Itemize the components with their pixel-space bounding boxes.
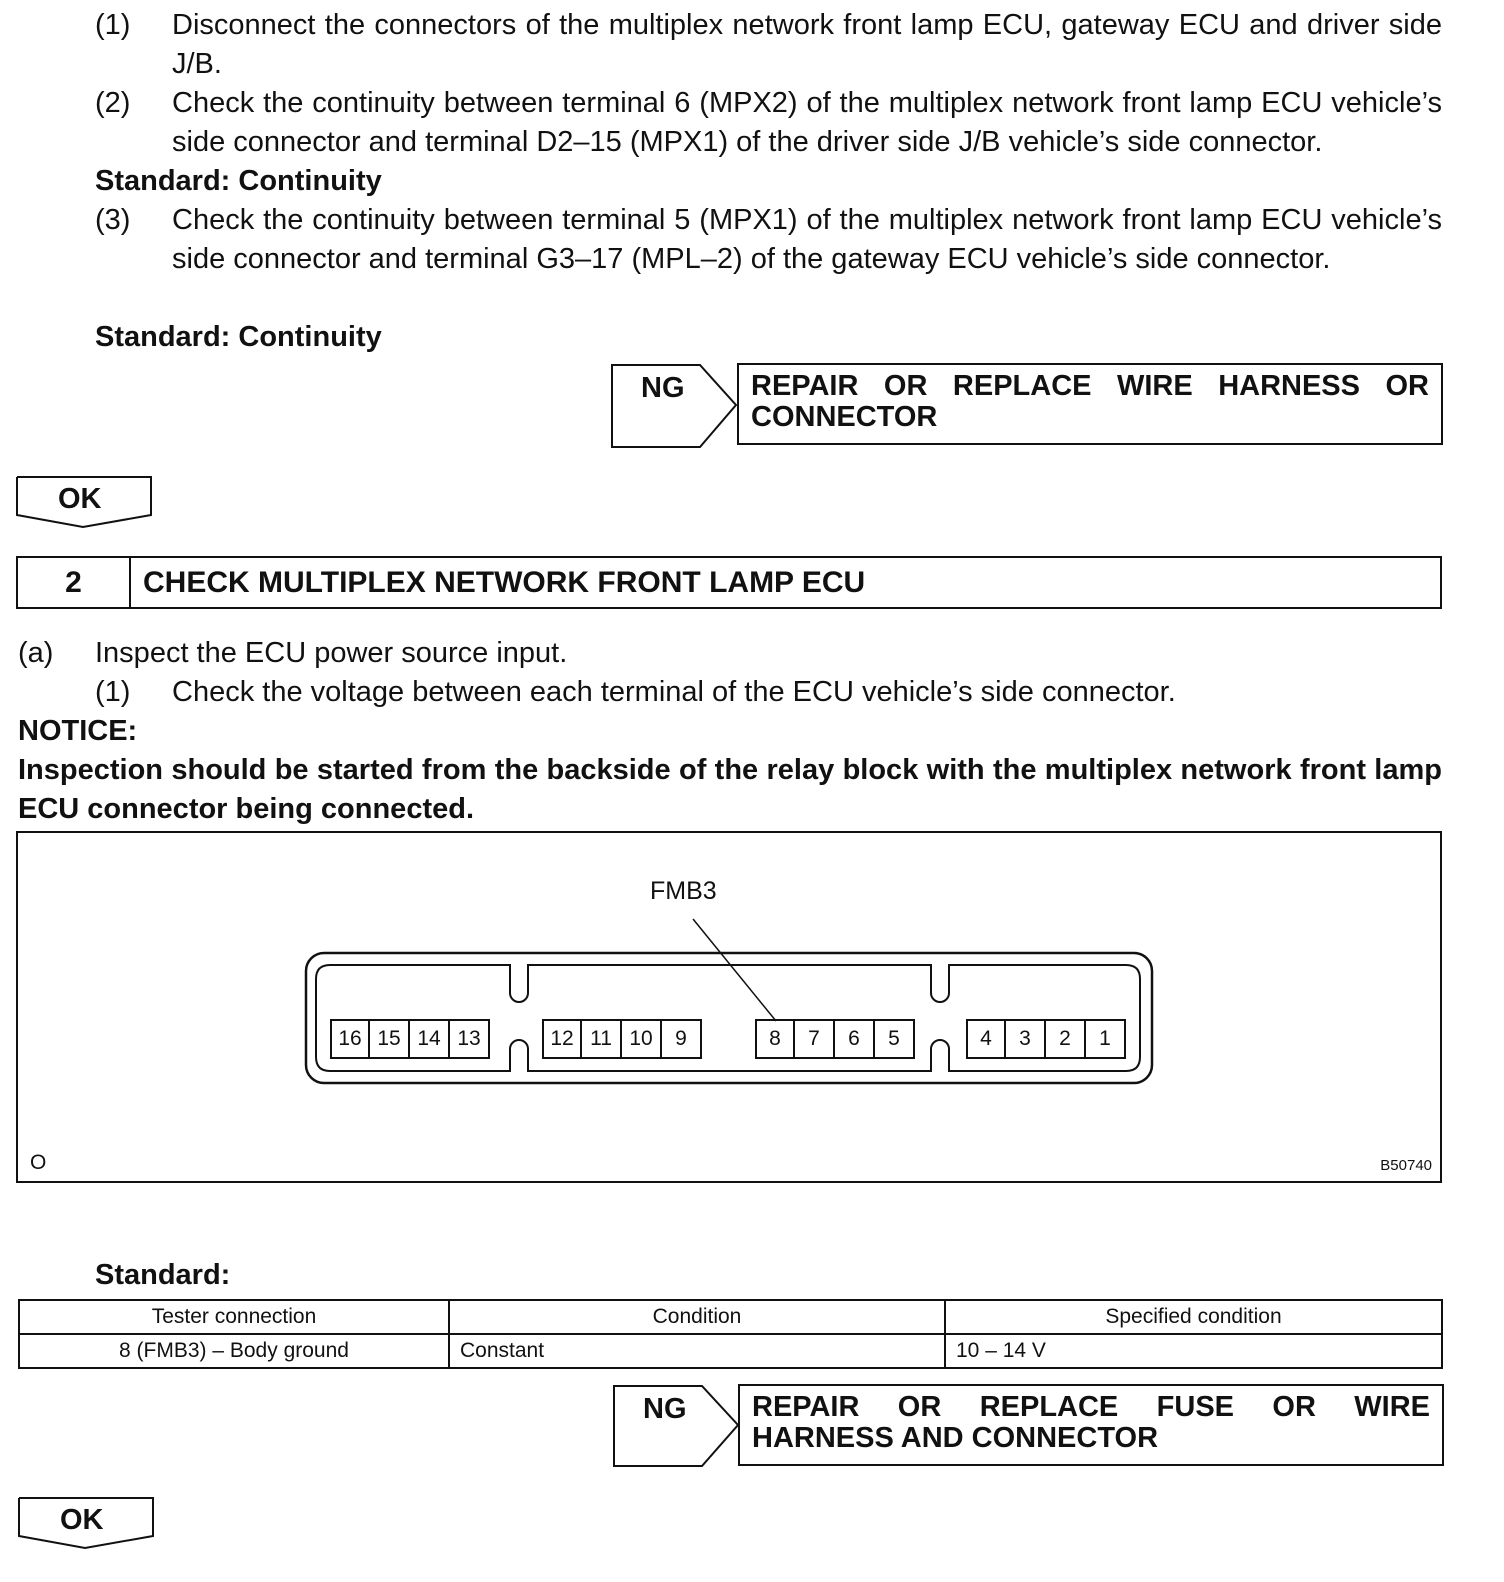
terminal-pin-fmb3: 8 [755,1019,795,1059]
terminal-pin: 7 [795,1019,835,1059]
terminal-pin: 11 [582,1019,622,1059]
terminal-group [542,1019,702,1059]
standard-label: Standard: Continuity [95,165,382,197]
repair-action-line: REPAIR OR REPLACE WIRE HARNESS OR [751,370,1429,402]
terminal-pin: 14 [410,1019,450,1059]
table-cell: 8 (FMB3) – Body ground [19,1334,449,1368]
connector-diagram [16,831,1442,1183]
connector-outline-icon [18,833,1440,1181]
terminal-pin: 12 [542,1019,582,1059]
ok-label: OK [58,483,102,515]
ok-label: OK [60,1504,104,1536]
instruction-text: Check the continuity between terminal 5 (MPX1) of the multiplex network front lamp ECU vehicle’s side connector and terminal G3–17 (MPL–2) of the gateway ECU vehicle’s side connector. [172,204,1442,275]
instruction-text: Disconnect the connectors of the multiplex network front lamp ECU, gateway ECU and driver side J/B. [172,9,1442,80]
table-header-cell: Specified condition [945,1300,1442,1334]
notice-label: NOTICE: [18,715,138,747]
item-number: (1) [95,9,131,41]
terminal-pin: 10 [622,1019,662,1059]
repair-action-line: REPAIR OR REPLACE FUSE OR WIRE [752,1391,1430,1423]
repair-action-line: HARNESS AND CONNECTOR [752,1422,1159,1454]
ng-label: NG [643,1393,687,1425]
instruction-text: Inspect the ECU power source input. [95,637,568,669]
terminal-group [330,1019,490,1059]
table-header-cell: Condition [449,1300,945,1334]
terminal-pin: 2 [1046,1019,1086,1059]
ng-label: NG [641,372,685,404]
item-number: (2) [95,87,131,119]
repair-action-box [737,363,1443,445]
standard-label: Standard: [95,1259,231,1291]
terminal-group [966,1019,1126,1059]
step-title: CHECK MULTIPLEX NETWORK FRONT LAMP ECU [143,566,866,599]
terminal-pin: 6 [835,1019,875,1059]
terminal-pin: 3 [1006,1019,1046,1059]
terminal-pin: 16 [330,1019,370,1059]
repair-action-line: CONNECTOR [751,401,938,433]
table-cell: Constant [449,1334,945,1368]
table-header-row [19,1300,1442,1334]
step-number: 2 [65,566,82,599]
terminal-group [755,1019,915,1059]
terminal-pin: 13 [450,1019,490,1059]
item-number: (1) [95,676,131,708]
terminal-pin: 9 [662,1019,702,1059]
terminal-pin: 5 [875,1019,915,1059]
spec-table [18,1299,1443,1369]
callout-label: FMB3 [650,877,717,905]
step-header [16,556,1442,609]
notice-text: Inspection should be started from the backside of the relay block with the multiplex network front lamp ECU connector being connected. [18,754,1442,825]
corner-mark: O [30,1151,47,1174]
step-divider [129,558,131,607]
standard-label: Standard: Continuity [95,321,382,353]
terminal-pin: 15 [370,1019,410,1059]
item-letter: (a) [18,637,54,669]
instruction-text: Check the continuity between terminal 6 (MPX2) of the multiplex network front lamp ECU vehicle’s side connector and terminal D2–15 (MPX1) of the driver side J/B vehicle’s side connector. [172,87,1442,158]
instruction-text: Check the voltage between each terminal of the ECU vehicle’s side connector. [172,676,1176,708]
table-row [19,1334,1442,1368]
repair-action-box [738,1384,1444,1466]
table-cell: 10 – 14 V [945,1334,1442,1368]
terminal-pin: 4 [966,1019,1006,1059]
table-header-cell: Tester connection [19,1300,449,1334]
terminal-pin: 1 [1086,1019,1126,1059]
item-number: (3) [95,204,131,236]
figure-code: B50740 [1380,1157,1432,1174]
